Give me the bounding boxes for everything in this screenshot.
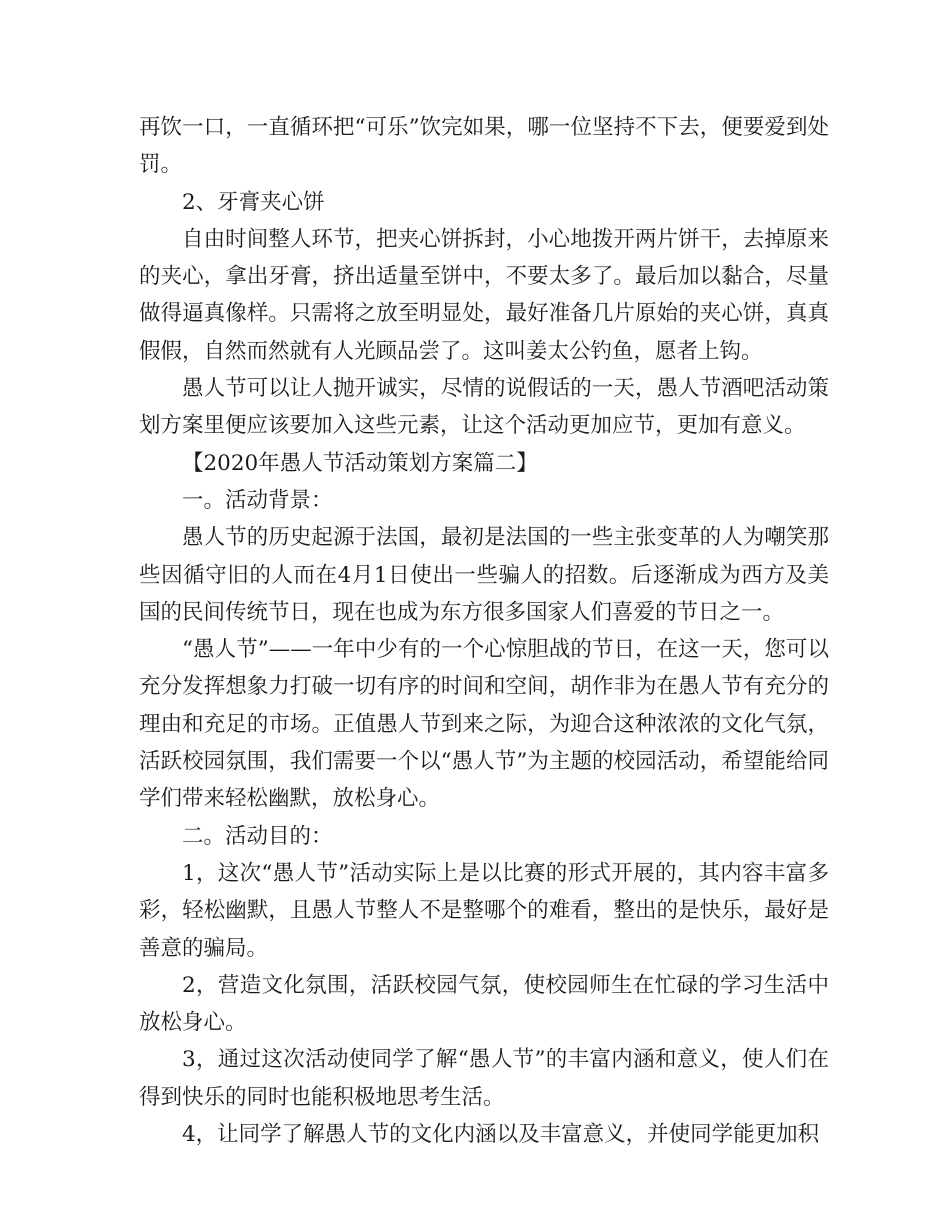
paragraph: “愚人节”——一年中少有的一个心惊胆战的节日，在这一天，您可以充分发挥想象力打破一切有序的时间和空间，胡作非为在愚人节有充分的理由和充足的市场。正值愚人节到来之际，为迎合这种浓浓的文化气氛，活跃校园氛围，我们需要一个以“愚人节”为主题的校园活动，希望能给同学们带来轻松幽默，放松身心。	[139, 637, 829, 812]
paragraph: 愚人节的历史起源于法国，最初是法国的一些主张变革的人为嘲笑那些因循守旧的人而在4月1日使出一些骗人的招数。后逐渐成为西方及美国的民间传统节日，现在也成为东方很多国家人们喜爱的节日之一。	[139, 525, 829, 625]
paragraph: 自由时间整人环节，把夹心饼拆封，小心地拨开两片饼干，去掉原来的夹心，拿出牙膏，挤出适量至饼中，不要太多了。最后加以黏合，尽量做得逼真像样。只需将之放至明显处，最好准备几片原始的夹心饼，真真假假，自然而然就有人光顾品尝了。这叫姜太公钓鱼，愿者上钩。	[139, 226, 829, 364]
subsection-heading: 一。活动背景：	[182, 487, 333, 513]
subsection-heading: 二。活动目的：	[182, 823, 333, 849]
list-item-heading: 2、牙膏夹心饼	[182, 189, 325, 215]
list-item: 1，这次“愚人节”活动实际上是以比赛的形式开展的，其内容丰富多彩，轻松幽默，且愚人节整人不是整哪个的难看，整出的是快乐，最好是善意的骗局。	[139, 860, 829, 961]
paragraph: 再饮一口，一直循环把“可乐”饮完如果，哪一位坚持不下去，便要爱到处罚。	[139, 115, 829, 178]
document-body	[139, 109, 829, 1153]
list-item: 4，让同学了解愚人节的文化内涵以及丰富意义，并使同学能更加积	[182, 1122, 820, 1148]
section-heading: 【2020年愚人节活动策划方案篇二】	[182, 450, 538, 476]
list-item: 3，通过这次活动使同学了解“愚人节”的丰富内涵和意义，使人们在得到快乐的同时也能积极地思考生活。	[139, 1047, 829, 1110]
paragraph: 愚人节可以让人抛开诚实，尽情的说假话的一天，愚人节酒吧活动策划方案里便应该要加入这些元素，让这个活动更加应节，更加有意义。	[139, 376, 829, 439]
list-item: 2，营造文化氛围，活跃校园气氛，使校园师生在忙碌的学习生活中放松身心。	[139, 972, 829, 1036]
